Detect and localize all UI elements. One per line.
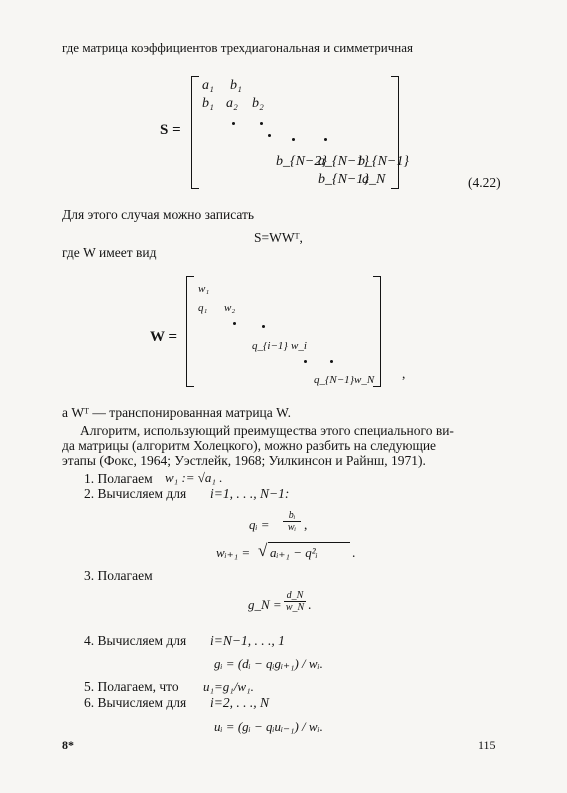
s-cell: a₁ — [202, 78, 214, 93]
w-cell: q₁ — [198, 302, 208, 314]
para-line: этапы (Фокс, 1964; Уэстлейк, 1968; Уилкинсон и Райнш, 1971). — [62, 453, 426, 468]
s-cell: b₁ — [230, 78, 242, 93]
w-cell: w_N — [354, 374, 375, 386]
step-4: 4. Вычисляем для — [84, 633, 187, 648]
q-fraction — [283, 510, 301, 533]
formula-g: gᵢ = (dᵢ − qᵢgᵢ₊₁) / wᵢ. — [214, 656, 323, 671]
intro-text: где матрица коэффициентов трехдиагональная и симметричная — [62, 40, 413, 55]
s-cell: b_{N−1} — [358, 154, 409, 169]
w-dot — [330, 360, 333, 363]
w-dot — [262, 325, 265, 328]
q-numerator: bᵢ — [288, 510, 296, 521]
gN-fraction — [284, 590, 306, 613]
s-dot — [268, 134, 271, 137]
sqrt-bar — [268, 542, 350, 543]
step-2: 2. Вычисляем для — [84, 486, 187, 501]
formula-u: uᵢ = (gᵢ − qᵢuᵢ₋₁) / wᵢ. — [214, 719, 323, 734]
gN-period: . — [308, 597, 312, 612]
para-line: Алгоритм, использующий преимущества этого специального ви- — [80, 423, 454, 438]
w-right-bracket — [373, 276, 381, 387]
w-cell: w₂ — [224, 302, 236, 314]
step-3: 3. Полагаем — [84, 568, 153, 583]
w-period: . — [352, 545, 356, 560]
step-1: 1. Полагаем — [84, 471, 153, 486]
s-equation: S=WWᵀ, — [254, 230, 303, 245]
w-lhs: wᵢ₊₁ = — [216, 545, 251, 560]
step-5: 5. Полагаем, что — [84, 679, 179, 694]
w-radicand: aᵢ₊₁ − q²ᵢ — [270, 545, 318, 560]
step-6: 6. Вычисляем для — [84, 695, 187, 710]
s-cell: a_N — [362, 172, 386, 187]
w-form-text: где W имеет вид — [62, 245, 157, 260]
s-cell: b₁ — [202, 96, 214, 111]
footer-signature: 8* — [62, 738, 74, 752]
w-dot — [304, 360, 307, 363]
s-dot — [260, 122, 263, 125]
equation-number: (4.22) — [468, 175, 501, 190]
w-cell: q_{N−1} — [314, 374, 355, 386]
s-cell: b₂ — [252, 96, 264, 111]
q-comma: , — [304, 517, 308, 532]
s-dot — [324, 138, 327, 141]
w-cell: w_i — [291, 340, 307, 352]
gN-lhs: g_N = — [248, 597, 282, 612]
trailing-comma: , — [402, 366, 406, 381]
s-cell: b_{N−2} — [276, 154, 327, 169]
q-denominator: wᵢ — [283, 521, 301, 533]
w-cell: w₁ — [198, 283, 210, 295]
formula-w1: w₁ := √a₁ . — [165, 470, 223, 485]
step-4-range: i=N−1, . . ., 1 — [210, 633, 285, 648]
gN-numerator: d_N — [286, 590, 304, 601]
w-label: W = — [150, 329, 178, 345]
sqrt-icon: √ — [258, 541, 268, 560]
step-6-range: i=2, . . ., N — [210, 695, 269, 710]
q-lhs: qᵢ = — [249, 517, 270, 532]
s-dot — [232, 122, 235, 125]
case-text: Для этого случая можно записать — [62, 207, 255, 222]
page-number: 115 — [478, 738, 496, 752]
s-cell: a_{N−1} — [318, 154, 369, 169]
w-left-bracket — [186, 276, 194, 387]
step-5-eq: u₁=g₁/w₁. — [203, 679, 254, 694]
w-dot — [233, 322, 236, 325]
step-2-range: i=1, . . ., N−1: — [210, 486, 290, 501]
s-dot — [292, 138, 295, 141]
para-line: да матрицы (алгоритм Холецкого), можно разбить на следующие — [62, 438, 437, 453]
s-cell: a₂ — [226, 96, 238, 111]
gN-denominator: w_N — [285, 602, 305, 613]
w-cell: q_{i−1} — [252, 340, 288, 352]
s-right-bracket — [391, 76, 399, 189]
s-cell: b_{N−1} — [318, 172, 369, 187]
s-left-bracket — [191, 76, 199, 189]
s-label: S = — [160, 122, 181, 138]
wt-text: а Wᵀ — транспонированная матрица W. — [62, 405, 292, 420]
